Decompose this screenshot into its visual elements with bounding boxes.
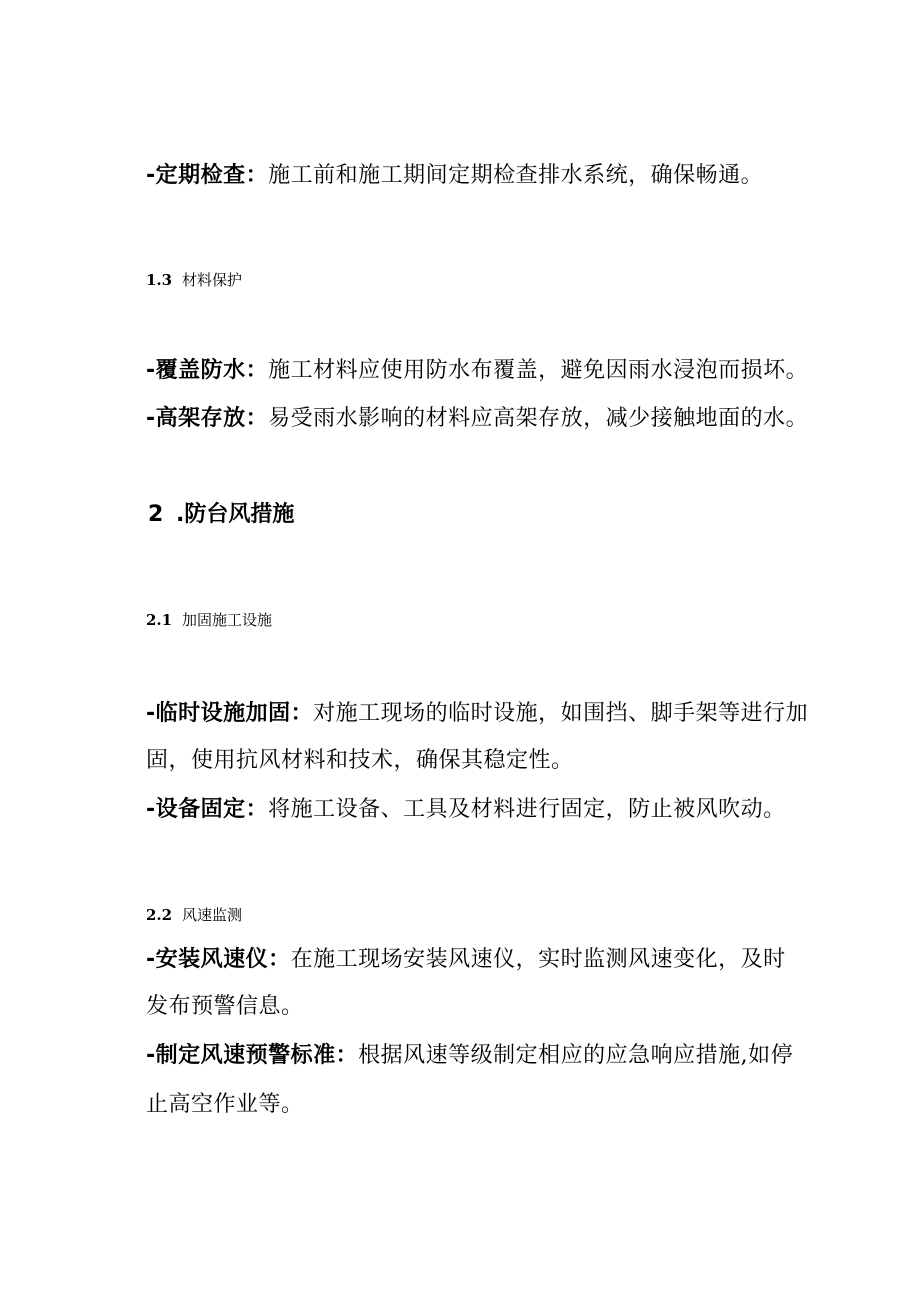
item-text: 发布预警信息。 [146, 994, 304, 1019]
item-warning-standard [146, 1041, 793, 1071]
item-text: 将施工设备、工具及材料进行固定，防止被风吹动。 [268, 797, 786, 822]
item-elevated-storage [146, 404, 808, 434]
item-anemometer [146, 945, 786, 975]
item-text: 施工前和施工期间定期检查排水系统，确保畅通。 [268, 163, 764, 188]
section-title: .防台风措施 [176, 502, 295, 527]
item-text: 易受雨水影响的材料应高架存放，减少接触地面的水。 [268, 406, 809, 431]
item-text: 止高空作业等。 [146, 1092, 304, 1117]
item-temp-facility-continuation [146, 746, 574, 776]
item-label: -高架存放： [146, 406, 269, 431]
item-warning-standard-continuation [146, 1090, 304, 1120]
item-text: 固，使用抗风材料和技术，确保其稳定性。 [146, 748, 574, 773]
section-number: 2 [148, 502, 164, 527]
item-text: 对施工现场的临时设施，如围挡、脚手架等进行加 [313, 701, 809, 726]
item-label: -临时设施加固： [146, 701, 314, 726]
item-equipment-fix [146, 795, 786, 825]
item-text: 施工材料应使用防水布覆盖，避免因雨水浸泡而损坏。 [268, 358, 809, 383]
section-title: 加固施工设施 [182, 611, 273, 629]
item-label: -安装风速仪： [146, 947, 291, 972]
section-number: 1.3 [146, 271, 173, 289]
item-anemometer-continuation [146, 992, 304, 1022]
item-label: -覆盖防水： [146, 358, 269, 383]
section-heading-2-1 [146, 610, 272, 630]
item-label: -制定风速预警标准： [146, 1043, 359, 1068]
section-heading-1-3 [146, 270, 242, 290]
item-temp-facility [146, 699, 808, 729]
item-cover-waterproof [146, 356, 808, 386]
section-number: 2.1 [146, 611, 173, 629]
item-label: -定期检查： [146, 163, 269, 188]
section-title: 材料保护 [182, 271, 243, 289]
item-label: -设备固定： [146, 797, 269, 822]
item-text: 在施工现场安装风速仪，实时监测风速变化，及时 [290, 947, 786, 972]
section-number: 2.2 [146, 906, 173, 924]
item-periodic-check [146, 161, 763, 191]
section-heading-2-2 [146, 905, 242, 925]
section-title: 风速监测 [182, 906, 243, 924]
item-text: 根据风速等级制定相应的应急响应措施,如停 [358, 1043, 794, 1068]
section-heading-2 [148, 500, 294, 530]
